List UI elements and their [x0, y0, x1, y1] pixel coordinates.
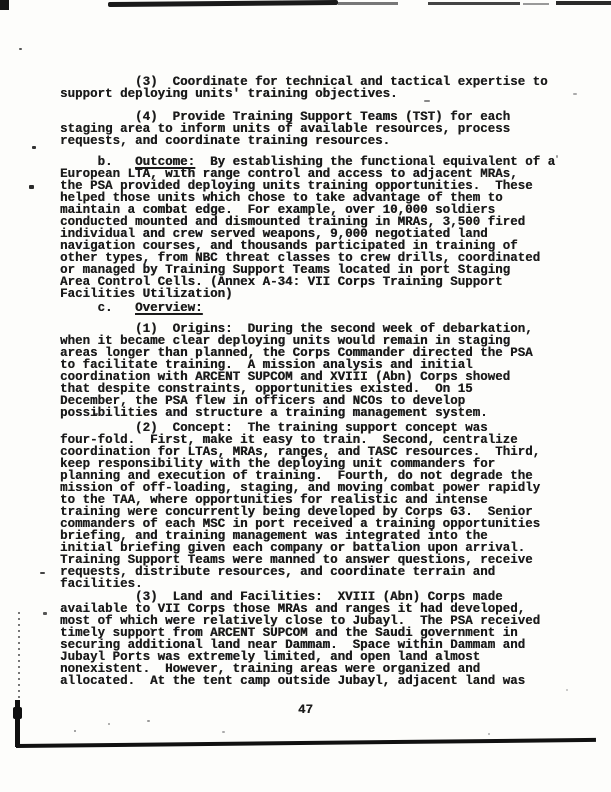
scan-speckle [108, 723, 110, 725]
paragraph [60, 302, 595, 314]
underlined-heading: Overview: [135, 301, 203, 315]
scan-artifact-top-left-block [0, 0, 9, 10]
text-segment: facilities. [60, 577, 143, 591]
text-segment: training were concurrently being developed by Corps G3. Senior [60, 505, 533, 519]
text-segment: helped those units which chose to take advantage of them to [60, 191, 503, 205]
scan-artifact-top-bar [523, 3, 549, 5]
scan-speckle [222, 731, 225, 733]
scan-artifact-top-bar [428, 2, 520, 5]
text-segment: support deploying units' training objectives. [60, 87, 398, 101]
text-segment: areas longer than planned, the Corps Commander directed the PSA [60, 346, 533, 360]
text-segment: coordination for LTAs, MRAs, ranges, and TASC resources. Third, [60, 445, 541, 459]
scan-speckle [147, 720, 150, 722]
text-segment: initial briefing given each company or battalion upon arrival. [60, 541, 526, 555]
text-segment: b. [60, 155, 136, 169]
text-segment: that despite constraints, opportunities existed. On 15 [60, 382, 473, 396]
text-segment: commanders of each MSC in port received a training opportunities [60, 517, 541, 531]
text-segment: planning and execution of training. Fourth, do not degrade the [60, 469, 533, 483]
text-segment: (4) Provide Training Support Teams (TST) for each [60, 110, 511, 124]
scan-speckle [566, 689, 568, 691]
text-segment: Facilities Utilization) [60, 287, 233, 301]
text-segment: or managed by Training Support Teams located in port Staging [60, 263, 511, 277]
text-segment: staging area to inform units of available resources, process [60, 122, 511, 136]
scan-artifact-top-bar [338, 2, 398, 5]
text-segment: possibilities and structure a training management system. [60, 406, 488, 420]
paragraph [60, 111, 595, 147]
paragraph [60, 76, 595, 100]
text-line [60, 288, 595, 300]
text-segment: requests, and coordinate training resources. [60, 134, 391, 148]
text-segment: maintain a combat edge. For example, over 10,000 soldiers [60, 203, 496, 217]
text-segment: By establishing the functional equivalent of a [195, 155, 556, 169]
text-line [60, 578, 595, 590]
page-number: 47 [297, 703, 313, 717]
paragraph [60, 591, 595, 687]
text-segment: c. [60, 301, 136, 315]
document-text [60, 70, 595, 687]
text-segment: available to VII Corps those MRAs and ranges it had developed, [60, 602, 526, 616]
scan-speckle [43, 612, 47, 615]
underlined-heading: Outcome: [135, 155, 196, 169]
text-segment: the PSA provided deploying units training opportunities. These [60, 179, 533, 193]
text-line [60, 407, 595, 419]
paragraph [60, 323, 595, 419]
text-segment: European LTA, with range control and access to adjacent MRAs, [60, 167, 518, 181]
scan-speckle [74, 730, 76, 732]
scan-speckle [32, 146, 36, 149]
paragraph [60, 156, 595, 300]
text-segment: keep responsibility with the deploying unit commanders for [60, 457, 496, 471]
scan-speckle [40, 572, 45, 574]
paragraph [60, 422, 595, 590]
text-segment: securing additional land near Dammam. Space within Dammam and [60, 638, 526, 652]
text-segment: when it became clear deploying units would remain in staging [60, 334, 511, 348]
text-segment: Jubayl Ports was extremely limited, and open land almost [60, 650, 481, 664]
text-segment: requests, distribute resources, and coordinate terrain and [60, 565, 496, 579]
text-segment: most of which were relatively close to Jubayl. The PSA received [60, 614, 541, 628]
text-segment: allocated. At the tent camp outside Jubayl, adjacent land was [60, 674, 526, 688]
text-segment: Area Control Cells. (Annex A-34: VII Corps Training Support [60, 275, 503, 289]
text-segment: conducted mounted and dismounted training in MRAs, 3,500 fired [60, 215, 526, 229]
text-segment: mission of off-loading, staging, and moving combat power rapidly [60, 481, 541, 495]
text-segment: (3) Land and Facilities: XVIII (Abn) Corps made [60, 590, 503, 604]
scan-artifact-left-border-line [18, 612, 20, 702]
scan-artifact-top-bar [108, 0, 338, 7]
text-segment: Training Support Teams were manned to answer questions, receive [60, 553, 533, 567]
text-segment: (2) Concept: The training support concept was [60, 421, 488, 435]
text-segment: individual and crew served weapons, 9,000 negotiated land [60, 227, 488, 241]
text-segment: coordination with ARCENT SUPCOM and XVIII (Abn) Corps showed [60, 370, 511, 384]
scan-artifact-bottom-border-line [16, 738, 596, 748]
text-segment: to the TAA, where opportunities for realistic and intense [60, 493, 488, 507]
text-segment: to facilitate training. A mission analysis and initial [60, 358, 473, 372]
text-segment: December, the PSA flew in officers and NCOs to develop [60, 394, 466, 408]
scan-speckle [488, 733, 490, 735]
text-segment: timely support from ARCENT SUPCOM and the Saudi government in [60, 626, 518, 640]
scan-artifact-top-bar [556, 1, 611, 5]
text-segment: briefing, and training management was integrated into the [60, 529, 488, 543]
scan-speckle [29, 185, 34, 189]
scan-speckle [19, 48, 22, 50]
text-line [60, 135, 595, 147]
text-segment: nonexistent. However, training areas were organized and [60, 662, 481, 676]
text-line [60, 302, 595, 314]
text-segment: (3) Coordinate for technical and tactical expertise to [60, 75, 548, 89]
text-segment: other types, from NBC threat classes to crew drills, coordinated [60, 251, 541, 265]
text-line [60, 88, 595, 100]
text-segment: four-fold. First, make it easy to train. Second, centralize [60, 433, 518, 447]
text-segment: (1) Origins: During the second week of debarkation, [60, 322, 533, 336]
text-segment: navigation courses, and thousands participated in training of [60, 239, 518, 253]
text-line [60, 675, 595, 687]
